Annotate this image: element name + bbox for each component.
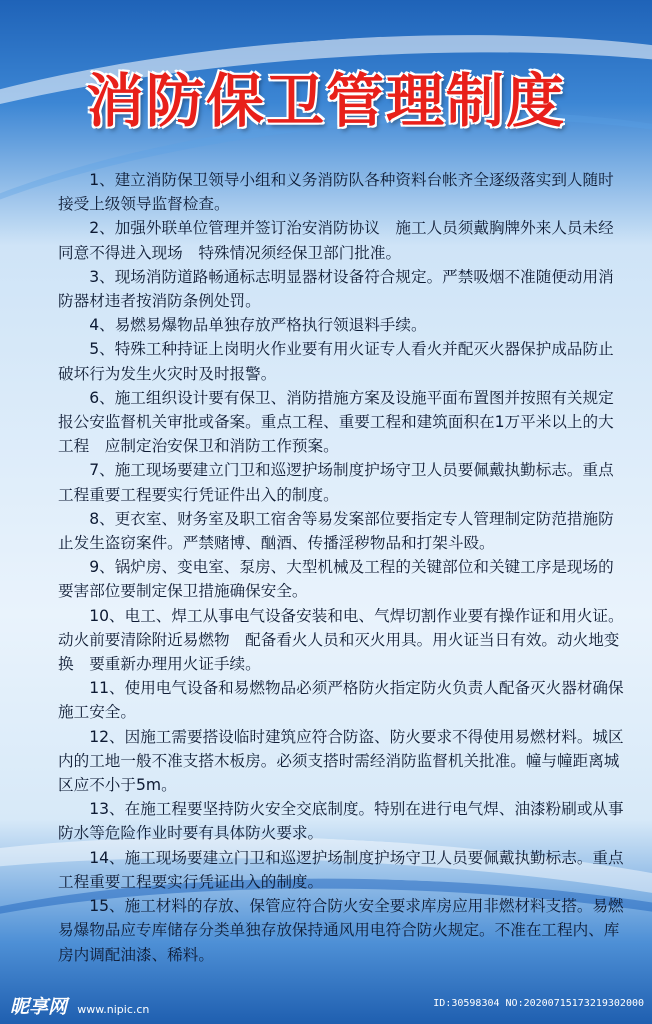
- regulation-item: 14、施工现场要建立门卫和巡逻护场制度护场守卫人员要佩戴执勤标志。重点工程重要工程要实行凭证出入的制度。: [58, 848, 624, 891]
- regulation-list: [58, 168, 628, 967]
- regulation-item: 9、锅炉房、变电室、泵房、大型机械及工程的关键部位和关键工序是现场的要害部位要制定保卫措施确保安全。: [58, 558, 614, 601]
- regulation-item: 10、电工、焊工从事电气设备安装和电、气焊切割作业要有操作证和用火证。动火前要清除附近易燃物 配备看火人员和灭火用具。用火证当日有效。动火地变换 要重新办理用火证手续。: [58, 606, 624, 674]
- regulation-item: 12、因施工需要搭设临时建筑应符合防盗、防火要求不得使用易燃材料。城区内的工地一般不准支搭木板房。必须支搭时需经消防监督机关批准。幢与幢距离城区应不小于5m。: [58, 727, 624, 795]
- regulation-item: 8、更衣室、财务室及职工宿舍等易发案部位要指定专人管理制定防范措施防止发生盗窃案件。严禁赌博、酗酒、传播淫秽物品和打架斗殴。: [58, 509, 614, 553]
- watermark-brand: 昵享网: [10, 996, 68, 1018]
- watermark-logo: [10, 992, 170, 1022]
- regulation-item: 5、特殊工种持证上岗明火作业要有用火证专人看火并配灭火器保护成品防止破坏行为发生火灾时及时报警。: [58, 340, 614, 383]
- regulation-item: 15、施工材料的存放、保管应符合防火安全要求库房应用非燃材料支搭。易燃易爆物品应专库储存分类单独存放保持通风用电符合防火规定。不准在工程内、库房内调配油漆、稀料。: [58, 897, 624, 964]
- regulation-item: 2、加强外联单位管理并签订治安消防协议 施工人员须戴胸牌外来人员未经同意不得进入现场 特殊情况须经保卫部门批准。: [58, 219, 614, 262]
- regulation-item: 6、施工组织设计要有保卫、消防措施方案及设施平面布置图并按照有关规定报公安监督机关审批或备案。重点工程、重要工程和建筑面积在1万平米以上的大工程 应制定治安保卫和消防工作预案。: [58, 388, 614, 456]
- regulation-item: 4、易燃易爆物品单独存放严格执行领退料手续。: [89, 316, 427, 335]
- watermark-url: www.nipic.cn: [77, 1003, 150, 1016]
- regulation-item: 3、现场消防道路畅通标志明显器材设备符合规定。严禁吸烟不准随便动用消防器材违者按消防条例处罚。: [58, 267, 614, 311]
- regulation-item: 7、施工现场要建立门卫和巡逻护场制度护场守卫人员要佩戴执勤标志。重点工程重要工程要实行凭证件出入的制度。: [58, 461, 614, 504]
- image-id-text: ID:30598304 NO:20200715173219302000: [433, 998, 644, 1009]
- regulation-item: 13、在施工程要坚持防火安全交底制度。特别在进行电气焊、油漆粉刷或从事防水等危险作业时要有具体防火要求。: [58, 800, 624, 843]
- regulation-item: 11、使用电气设备和易燃物品必须严格防火指定防火负责人配备灭火器材确保施工安全。: [58, 679, 624, 722]
- poster-title: 消防保卫管理制度: [85, 67, 566, 135]
- regulation-item: 1、建立消防保卫领导小组和义务消防队各种资料台帐齐全逐级落实到人随时接受上级领导监督检查。: [58, 171, 614, 214]
